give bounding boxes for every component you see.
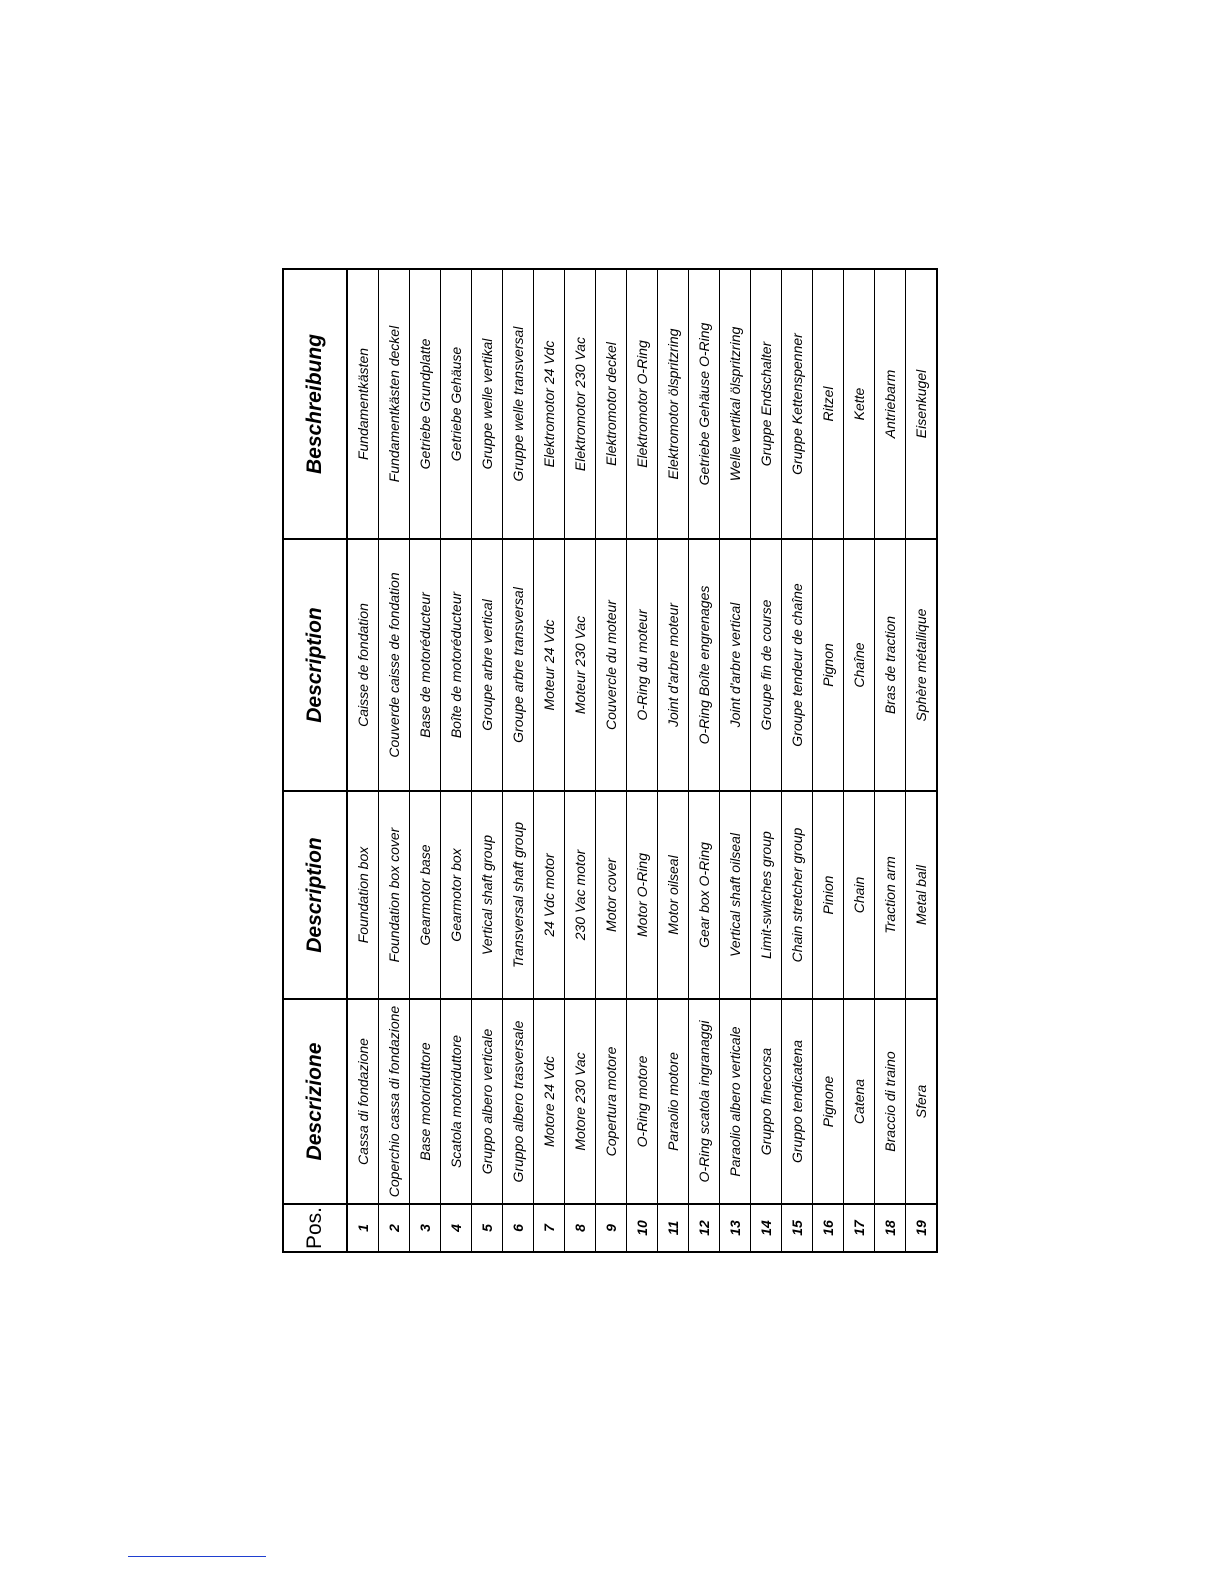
cell-italian: Cassa di fondazione	[347, 999, 379, 1204]
cell-english: Foundation box cover	[379, 791, 410, 999]
table-row	[844, 269, 875, 1252]
cell-italian: Copertura motore	[596, 999, 627, 1204]
table-row	[379, 269, 410, 1252]
cell-german: Fundamentkästen deckel	[379, 269, 410, 539]
cell-italian: Paraolio motore	[658, 999, 689, 1204]
header-pos: Pos.	[283, 1204, 347, 1252]
cell-german: Getriebe Gehäuse	[441, 269, 472, 539]
cell-pos: 19	[906, 1204, 938, 1252]
cell-italian: Paraolio albero verticale	[720, 999, 751, 1204]
cell-pos: 12	[689, 1204, 720, 1252]
cell-italian: Coperchio cassa di fondazione	[379, 999, 410, 1204]
cell-french: Chaîne	[844, 539, 875, 791]
cell-italian: O-Ring motore	[627, 999, 658, 1204]
header-english: Description	[283, 791, 347, 999]
cell-french: Caisse de fondation	[347, 539, 379, 791]
cell-english: Gearmotor box	[441, 791, 472, 999]
cell-french: Bras de traction	[875, 539, 906, 791]
cell-french: Moteur 24 Vdc	[534, 539, 565, 791]
table-row	[813, 269, 844, 1252]
cell-pos: 13	[720, 1204, 751, 1252]
cell-french: Moteur 230 Vac	[565, 539, 596, 791]
cell-german: Welle vertikal ölspritzring	[720, 269, 751, 539]
cell-french: O-Ring Boîte engrenages	[689, 539, 720, 791]
cell-german: Gruppe welle transversal	[503, 269, 534, 539]
cell-french: Pignon	[813, 539, 844, 791]
cell-italian: Catena	[844, 999, 875, 1204]
cell-english: Gearmotor base	[410, 791, 441, 999]
table-row	[751, 269, 782, 1252]
cell-italian: Motore 24 Vdc	[534, 999, 565, 1204]
cell-pos: 1	[347, 1204, 379, 1252]
header-french: Description	[283, 539, 347, 791]
cell-pos: 2	[379, 1204, 410, 1252]
cell-german: Getriebe Grundplatte	[410, 269, 441, 539]
cell-german: Gruppe Endschalter	[751, 269, 782, 539]
table-row	[534, 269, 565, 1252]
cell-english: 24 Vdc motor	[534, 791, 565, 999]
cell-german: Fundamentkästen	[347, 269, 379, 539]
cell-english: Motor oilseal	[658, 791, 689, 999]
cell-german: Gruppe welle vertikal	[472, 269, 503, 539]
cell-pos: 18	[875, 1204, 906, 1252]
table-row	[689, 269, 720, 1252]
table-row	[782, 269, 813, 1252]
cell-french: O-Ring du moteur	[627, 539, 658, 791]
cell-french: Groupe arbre transversal	[503, 539, 534, 791]
cell-english: Vertical shaft oilseal	[720, 791, 751, 999]
cell-english: Transversal shaft group	[503, 791, 534, 999]
cell-english: Chain stretcher group	[782, 791, 813, 999]
table-row	[503, 269, 534, 1252]
cell-english: Traction arm	[875, 791, 906, 999]
cell-german: Elektromotor ölspritzring	[658, 269, 689, 539]
cell-italian: Scatola motoriduttore	[441, 999, 472, 1204]
cell-french: Joint d'arbre moteur	[658, 539, 689, 791]
cell-italian: Base motoriduttore	[410, 999, 441, 1204]
cell-english: Motor O-Ring	[627, 791, 658, 999]
cell-german: Ritzel	[813, 269, 844, 539]
cell-english: Metal ball	[906, 791, 938, 999]
cell-french: Groupe arbre vertical	[472, 539, 503, 791]
table-row	[472, 269, 503, 1252]
cell-italian: Motore 230 Vac	[565, 999, 596, 1204]
cell-german: Eisenkugel	[906, 269, 938, 539]
table-row	[658, 269, 689, 1252]
cell-italian: O-Ring scatola ingranaggi	[689, 999, 720, 1204]
table-row	[410, 269, 441, 1252]
cell-french: Couvercle du moteur	[596, 539, 627, 791]
cell-german: Elektromotor deckel	[596, 269, 627, 539]
footer-link-line	[128, 1556, 266, 1557]
cell-french: Couverde caisse de fondation	[379, 539, 410, 791]
cell-italian: Gruppo finecorsa	[751, 999, 782, 1204]
cell-french: Boîte de motoréducteur	[441, 539, 472, 791]
cell-english: Foundation box	[347, 791, 379, 999]
parts-table	[282, 268, 938, 1253]
header-italian: Descrizione	[283, 999, 347, 1204]
cell-french: Base de motoréducteur	[410, 539, 441, 791]
table-body	[347, 269, 937, 1252]
cell-italian: Braccio di traino	[875, 999, 906, 1204]
cell-german: Kette	[844, 269, 875, 539]
cell-german: Gruppe Kettenspenner	[782, 269, 813, 539]
cell-english: Motor cover	[596, 791, 627, 999]
cell-english: Vertical shaft group	[472, 791, 503, 999]
table-row	[441, 269, 472, 1252]
cell-italian: Sfera	[906, 999, 938, 1204]
cell-pos: 6	[503, 1204, 534, 1252]
cell-english: Chain	[844, 791, 875, 999]
table-row	[565, 269, 596, 1252]
cell-pos: 4	[441, 1204, 472, 1252]
table-row	[720, 269, 751, 1252]
table-row	[875, 269, 906, 1252]
table-row	[906, 269, 938, 1252]
cell-italian: Gruppo tendicatena	[782, 999, 813, 1204]
cell-english: 230 Vac motor	[565, 791, 596, 999]
cell-pos: 8	[565, 1204, 596, 1252]
cell-german: Elektromotor 24 Vdc	[534, 269, 565, 539]
table-row	[347, 269, 379, 1252]
cell-italian: Gruppo albero verticale	[472, 999, 503, 1204]
cell-pos: 16	[813, 1204, 844, 1252]
cell-english: Limit-switches group	[751, 791, 782, 999]
table-row	[596, 269, 627, 1252]
cell-pos: 15	[782, 1204, 813, 1252]
cell-french: Sphère métallique	[906, 539, 938, 791]
cell-german: Elektromotor O-Ring	[627, 269, 658, 539]
cell-german: Antriebarm	[875, 269, 906, 539]
cell-french: Groupe tendeur de chaîne	[782, 539, 813, 791]
cell-pos: 17	[844, 1204, 875, 1252]
cell-pos: 7	[534, 1204, 565, 1252]
cell-english: Gear box O-Ring	[689, 791, 720, 999]
cell-italian: Gruppo albero trasversale	[503, 999, 534, 1204]
cell-pos: 14	[751, 1204, 782, 1252]
table-header-row	[283, 269, 347, 1252]
cell-pos: 9	[596, 1204, 627, 1252]
cell-italian: Pignone	[813, 999, 844, 1204]
cell-german: Elektromotor 230 Vac	[565, 269, 596, 539]
cell-pos: 11	[658, 1204, 689, 1252]
cell-french: Joint d'arbre vertical	[720, 539, 751, 791]
table-row	[627, 269, 658, 1252]
cell-english: Pinion	[813, 791, 844, 999]
cell-pos: 3	[410, 1204, 441, 1252]
cell-pos: 5	[472, 1204, 503, 1252]
cell-pos: 10	[627, 1204, 658, 1252]
parts-table-container	[282, 270, 933, 1253]
cell-french: Groupe fin de course	[751, 539, 782, 791]
cell-german: Getriebe Gehäuse O-Ring	[689, 269, 720, 539]
header-german: Beschreibung	[283, 269, 347, 539]
